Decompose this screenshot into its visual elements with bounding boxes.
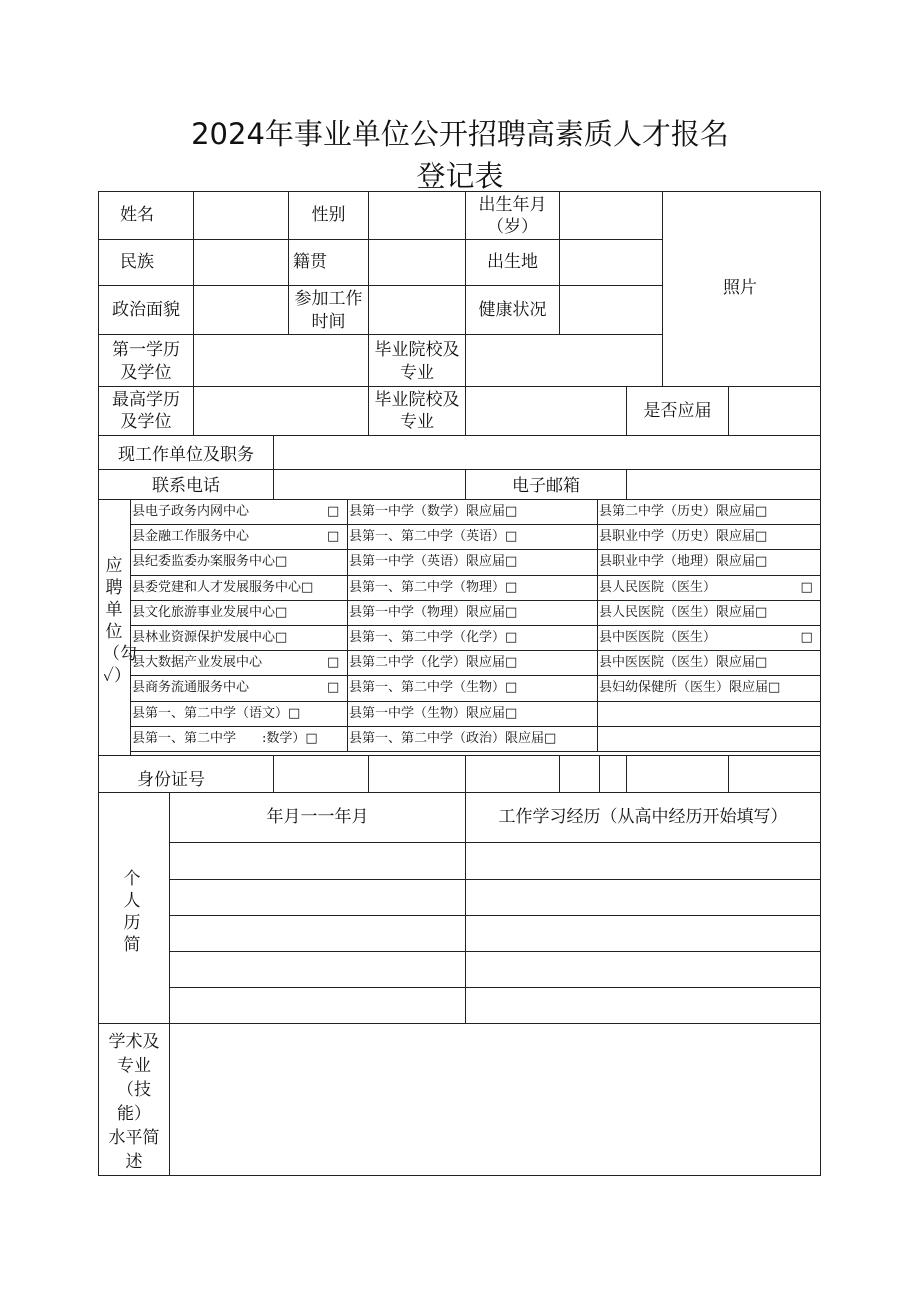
resume-period-header-text: 年月一一年月: [266, 807, 369, 827]
academic-label-line: 述: [125, 1151, 143, 1172]
origin-label: 籍贯: [293, 252, 327, 272]
apply-option[interactable]: 县人民医院（医生） □: [599, 579, 813, 595]
resume-label: 个人历简: [123, 869, 141, 955]
high-edu-label-1: 最高学历: [112, 389, 180, 410]
apply-option[interactable]: 县第一、第二中学 :数学）□: [132, 730, 318, 746]
grad-school-label-1: 毕业院校及: [374, 339, 460, 360]
apply-option[interactable]: 县文化旅游事业发展中心□: [132, 604, 288, 620]
current-job-label: 现工作单位及职务: [118, 445, 254, 465]
origin-input[interactable]: [368, 239, 466, 286]
name-label: 姓名: [120, 205, 154, 225]
id-digit-box[interactable]: [599, 755, 627, 793]
resume-entry-cell[interactable]: [169, 915, 466, 952]
academic-label-line: 水平简: [108, 1127, 160, 1148]
gender-input[interactable]: [368, 191, 466, 240]
id-digit-box[interactable]: [626, 755, 729, 793]
ethnicity-input[interactable]: [193, 239, 289, 286]
birthplace-input[interactable]: [559, 239, 663, 286]
resume-entry-cell[interactable]: [169, 842, 466, 880]
grad-school-input[interactable]: [465, 334, 663, 387]
apply-option[interactable]: 县第一中学（生物）限应届□: [349, 705, 518, 721]
first-edu-input[interactable]: [193, 334, 369, 387]
resume-entry-cell[interactable]: [169, 951, 466, 988]
political-input[interactable]: [193, 285, 289, 335]
academic-label-line: （技: [117, 1079, 151, 1100]
apply-option[interactable]: 县大数据产业发展中心 □: [132, 655, 340, 671]
apply-option-cell: [597, 726, 821, 752]
resume-entry-cell[interactable]: [465, 951, 821, 988]
apply-option[interactable]: 县第一、第二中学（政治）限应届□: [349, 730, 557, 746]
apply-option[interactable]: 县第一、第二中学（语文）□: [132, 705, 301, 721]
fresh-grad-label: 是否应届: [643, 400, 712, 421]
resume-entry-cell[interactable]: [465, 842, 821, 880]
high-edu-input[interactable]: [193, 386, 369, 436]
resume-entry-cell[interactable]: [465, 915, 821, 952]
photo-label: 照片: [723, 277, 757, 298]
academic-input[interactable]: [169, 1023, 821, 1176]
resume-entry-cell[interactable]: [169, 879, 466, 916]
apply-option[interactable]: 县职业中学（历史）限应届□: [599, 529, 768, 545]
apply-label: 应聘单位（勾✓）: [103, 556, 137, 686]
high-edu-label-2: 及学位: [120, 411, 172, 432]
id-number-label: 身份证号: [137, 769, 205, 790]
id-digit-box[interactable]: [728, 755, 821, 793]
apply-option[interactable]: 县第一中学（物理）限应届□: [349, 604, 518, 620]
health-input[interactable]: [559, 285, 663, 335]
phone-input[interactable]: [273, 469, 466, 500]
apply-option[interactable]: 县第一中学（英语）限应届□: [349, 554, 518, 570]
resume-history-header-text: 工作学习经历（从高中经历开始填写）: [498, 807, 788, 827]
resume-entry-cell[interactable]: [169, 987, 466, 1024]
form-title-line1: 2024年事业单位公开招聘高素质人才报名: [191, 117, 729, 151]
apply-option[interactable]: 县第一中学（数学）限应届□: [349, 504, 518, 519]
apply-option[interactable]: 县第一、第二中学（生物）□: [349, 680, 518, 696]
grad-school2-label-1: 毕业院校及: [374, 389, 460, 410]
phone-label: 联系电话: [152, 476, 220, 496]
first-edu-label-2: 及学位: [120, 362, 172, 383]
work-start-input[interactable]: [368, 285, 466, 335]
current-job-input[interactable]: [273, 435, 821, 470]
apply-option[interactable]: 县中医医院（医生）限应届□: [599, 655, 768, 671]
ethnicity-label: 民族: [120, 252, 154, 272]
apply-option[interactable]: 县委党建和人才发展服务中心□: [132, 579, 314, 595]
grad-school2-input[interactable]: [465, 386, 627, 436]
birth-input[interactable]: [559, 191, 663, 240]
apply-option[interactable]: 县中医医院（医生） □: [599, 630, 813, 645]
work-start-label-2: 时间: [311, 311, 346, 332]
birth-label-1: 出生年月: [478, 194, 547, 215]
academic-label-line: 专业: [117, 1055, 151, 1076]
apply-option-cell: [597, 701, 821, 727]
first-edu-label-1: 第一学历: [112, 339, 180, 360]
apply-option[interactable]: 县纪委监委办案服务中心□: [132, 554, 288, 570]
id-digit-box[interactable]: [368, 755, 466, 793]
birth-label-2: （岁）: [487, 216, 538, 237]
work-start-label-1: 参加工作: [294, 288, 363, 309]
id-digit-box[interactable]: [559, 755, 600, 793]
apply-option[interactable]: 县第一、第二中学（英语）□: [349, 529, 518, 545]
birthplace-label: 出生地: [487, 252, 538, 272]
apply-option[interactable]: 县人民医院（医生）限应届□: [599, 604, 768, 620]
apply-option[interactable]: 县电子政务内网中心 □: [132, 504, 340, 519]
political-label: 政治面貌: [112, 299, 180, 320]
email-input[interactable]: [626, 469, 821, 500]
form-title-line2: 登记表: [416, 159, 504, 193]
academic-label-line: 学术及: [108, 1031, 160, 1052]
id-digit-box[interactable]: [273, 755, 369, 793]
name-input[interactable]: [193, 191, 289, 240]
apply-option[interactable]: 县商务流通服务中心 □: [132, 680, 340, 696]
apply-option[interactable]: 县妇幼保健所（医生）限应届□: [599, 680, 781, 696]
apply-option[interactable]: 县第一、第二中学（化学）□: [349, 630, 518, 645]
grad-school-label-2: 专业: [400, 362, 434, 383]
id-digit-box[interactable]: [465, 755, 560, 793]
apply-option[interactable]: 县金融工作服务中心 □: [132, 529, 340, 545]
health-label: 健康状况: [478, 299, 547, 320]
resume-entry-cell[interactable]: [465, 987, 821, 1024]
apply-option[interactable]: 县第二中学（化学）限应届□: [349, 655, 518, 671]
email-label: 电子邮箱: [512, 476, 580, 496]
apply-option[interactable]: 县第二中学（历史）限应届□: [599, 504, 768, 519]
apply-option[interactable]: 县林业资源保护发展中心□: [132, 630, 288, 645]
apply-option[interactable]: 县第一、第二中学（物理）□: [349, 579, 518, 595]
grad-school2-label-2: 专业: [400, 411, 434, 432]
resume-entry-cell[interactable]: [465, 879, 821, 916]
apply-option[interactable]: 县职业中学（地理）限应届□: [599, 554, 768, 570]
academic-label-line: 能）: [117, 1103, 151, 1124]
gender-label: 性别: [311, 205, 346, 225]
fresh-grad-input[interactable]: [728, 386, 821, 436]
